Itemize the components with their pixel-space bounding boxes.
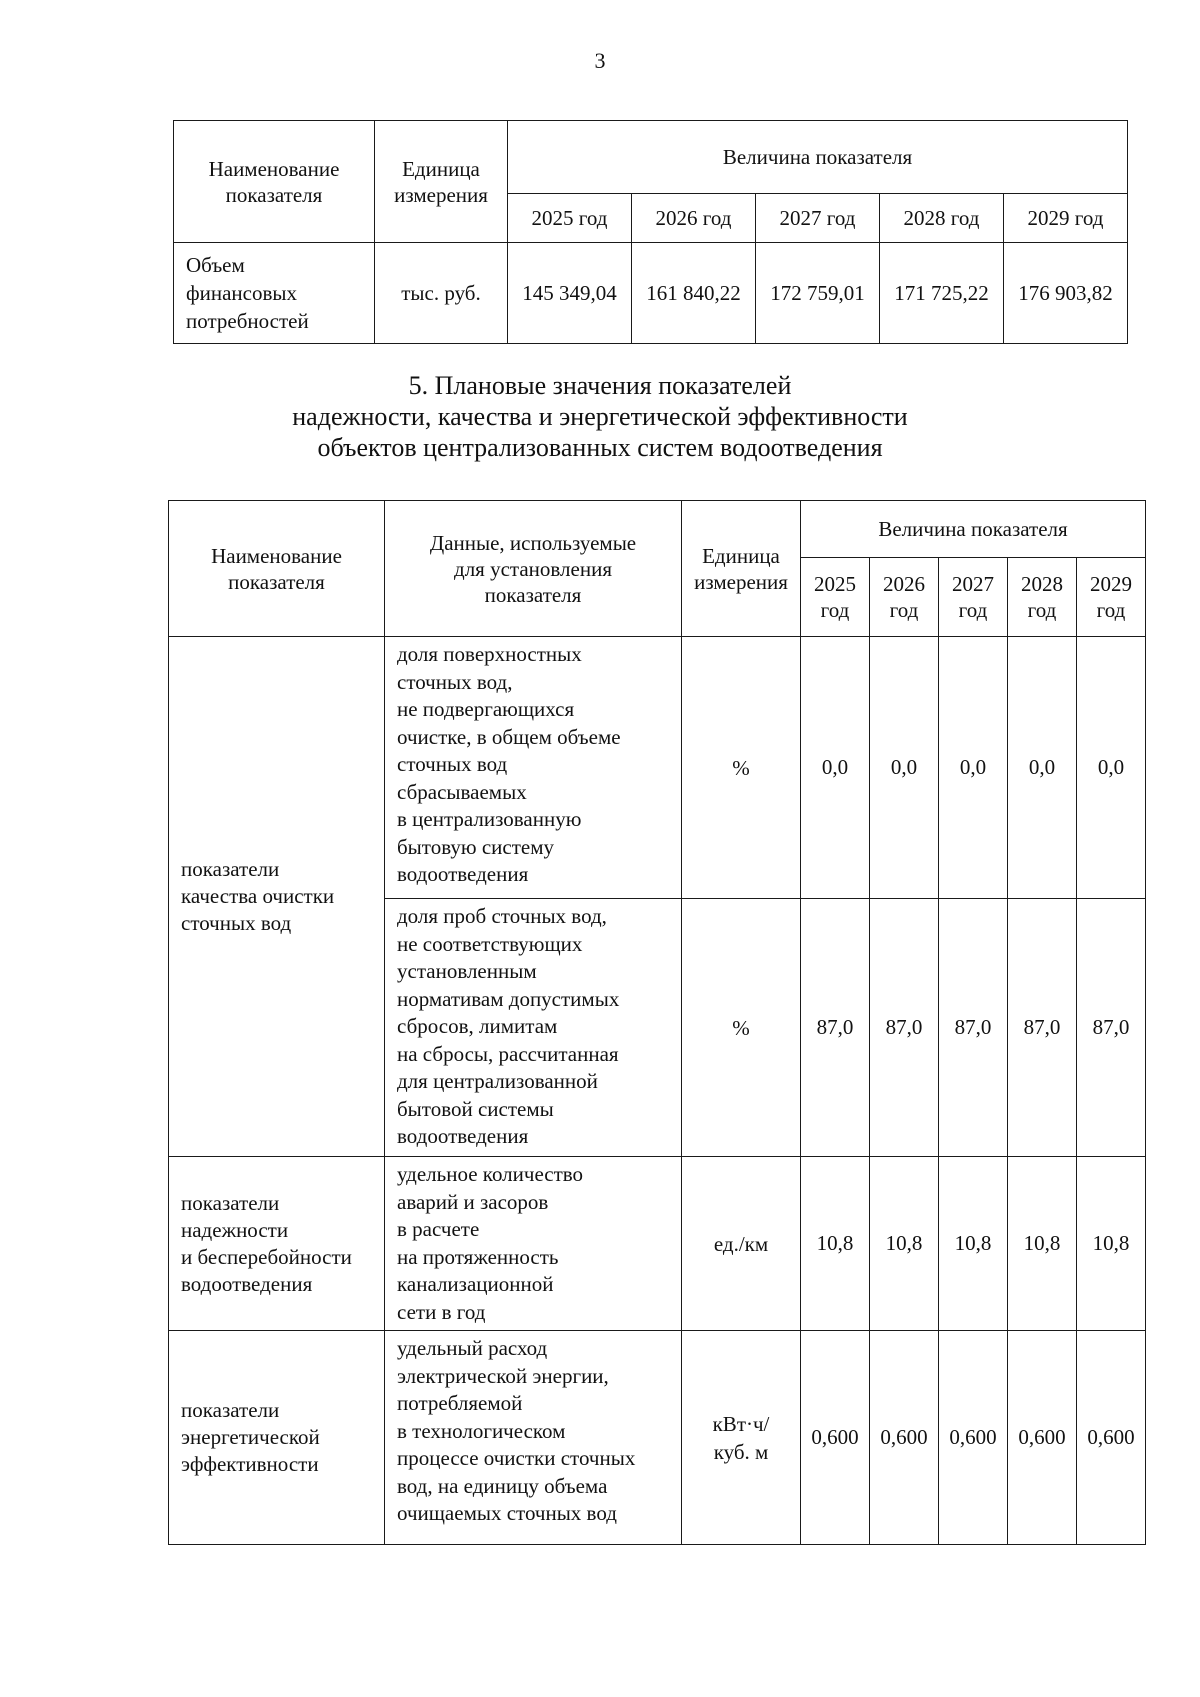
category-cell: показатели энергетической эффективности — [169, 1331, 385, 1545]
value-cell: 10,8 — [1008, 1157, 1077, 1331]
header-source-data: Данные, используемые для установления показателя — [385, 501, 682, 637]
value-cell: 10,8 — [801, 1157, 870, 1331]
section-title — [0, 370, 1200, 463]
category-cell: показатели надежности и бесперебойности водоотведения — [169, 1157, 385, 1331]
source-data-cell: удельное количество аварий и засоров в расчете на протяженность канализационной сети в год — [385, 1157, 682, 1331]
unit-cell: ед./км — [682, 1157, 801, 1331]
header-year: 2025 год — [801, 558, 870, 637]
section-title-line: надежности, качества и энергетической эффективности — [292, 402, 908, 431]
header-year: 2026 год — [870, 558, 939, 637]
header-year: 2026 год — [632, 194, 756, 243]
value-cell: 145 349,04 — [508, 243, 632, 344]
value-cell: 161 840,22 — [632, 243, 756, 344]
value-cell: 0,600 — [1008, 1331, 1077, 1545]
unit-cell: % — [682, 899, 801, 1157]
financial-needs-table — [173, 120, 1128, 344]
source-data-cell: доля поверхностных сточных вод, не подвергающихся очистке, в общем объеме сточных вод сбрасываемых в централизованную бытовую систему водоотведения — [385, 637, 682, 899]
table-row — [169, 637, 1146, 899]
value-cell: 87,0 — [939, 899, 1008, 1157]
header-year: 2027 год — [939, 558, 1008, 637]
header-indicator-name: Наименование показателя — [174, 121, 375, 243]
section-title-line: 5. Плановые значения показателей — [408, 371, 792, 400]
header-year: 2029 год — [1077, 558, 1146, 637]
value-cell: 10,8 — [870, 1157, 939, 1331]
value-cell: 176 903,82 — [1004, 243, 1128, 344]
value-cell: 0,600 — [939, 1331, 1008, 1545]
planned-indicators-table — [168, 500, 1146, 1545]
unit-cell: кВт·ч/ куб. м — [682, 1331, 801, 1545]
source-data-cell: удельный расход электрической энергии, потребляемой в технологическом процессе очистки сточных вод, на единицу объема очищаемых сточных вод — [385, 1331, 682, 1545]
section-title-line: объектов централизованных систем водоотведения — [317, 433, 883, 462]
value-cell: 87,0 — [1008, 899, 1077, 1157]
header-year: 2028 год — [880, 194, 1004, 243]
value-cell: 87,0 — [801, 899, 870, 1157]
header-indicator-name: Наименование показателя — [169, 501, 385, 637]
table-row — [174, 243, 1128, 344]
indicator-name-cell: Объем финансовых потребностей — [174, 243, 375, 344]
header-year: 2029 год — [1004, 194, 1128, 243]
value-cell: 171 725,22 — [880, 243, 1004, 344]
value-cell: 0,600 — [870, 1331, 939, 1545]
value-cell: 0,0 — [1008, 637, 1077, 899]
value-cell: 172 759,01 — [756, 243, 880, 344]
value-cell: 0,600 — [801, 1331, 870, 1545]
value-cell: 87,0 — [870, 899, 939, 1157]
header-year: 2025 год — [508, 194, 632, 243]
header-year: 2028 год — [1008, 558, 1077, 637]
unit-cell: % — [682, 637, 801, 899]
table-row — [169, 1331, 1146, 1545]
header-value-group: Величина показателя — [508, 121, 1128, 194]
header-unit: Единица измерения — [375, 121, 508, 243]
page-number: 3 — [594, 48, 606, 73]
value-cell: 10,8 — [939, 1157, 1008, 1331]
value-cell: 87,0 — [1077, 899, 1146, 1157]
source-data-cell: доля проб сточных вод, не соответствующих установленным нормативам допустимых сбросов, лимитам на сбросы, рассчитанная для централизованной бытовой системы водоотведения — [385, 899, 682, 1157]
table-row — [169, 1157, 1146, 1331]
value-cell: 0,0 — [939, 637, 1008, 899]
value-cell: 0,600 — [1077, 1331, 1146, 1545]
header-unit: Единица измерения — [682, 501, 801, 637]
value-cell: 10,8 — [1077, 1157, 1146, 1331]
header-value-group: Величина показателя — [801, 501, 1146, 558]
unit-cell: тыс. руб. — [375, 243, 508, 344]
value-cell: 0,0 — [801, 637, 870, 899]
category-cell: показатели качества очистки сточных вод — [169, 637, 385, 1157]
value-cell: 0,0 — [1077, 637, 1146, 899]
header-year: 2027 год — [756, 194, 880, 243]
value-cell: 0,0 — [870, 637, 939, 899]
